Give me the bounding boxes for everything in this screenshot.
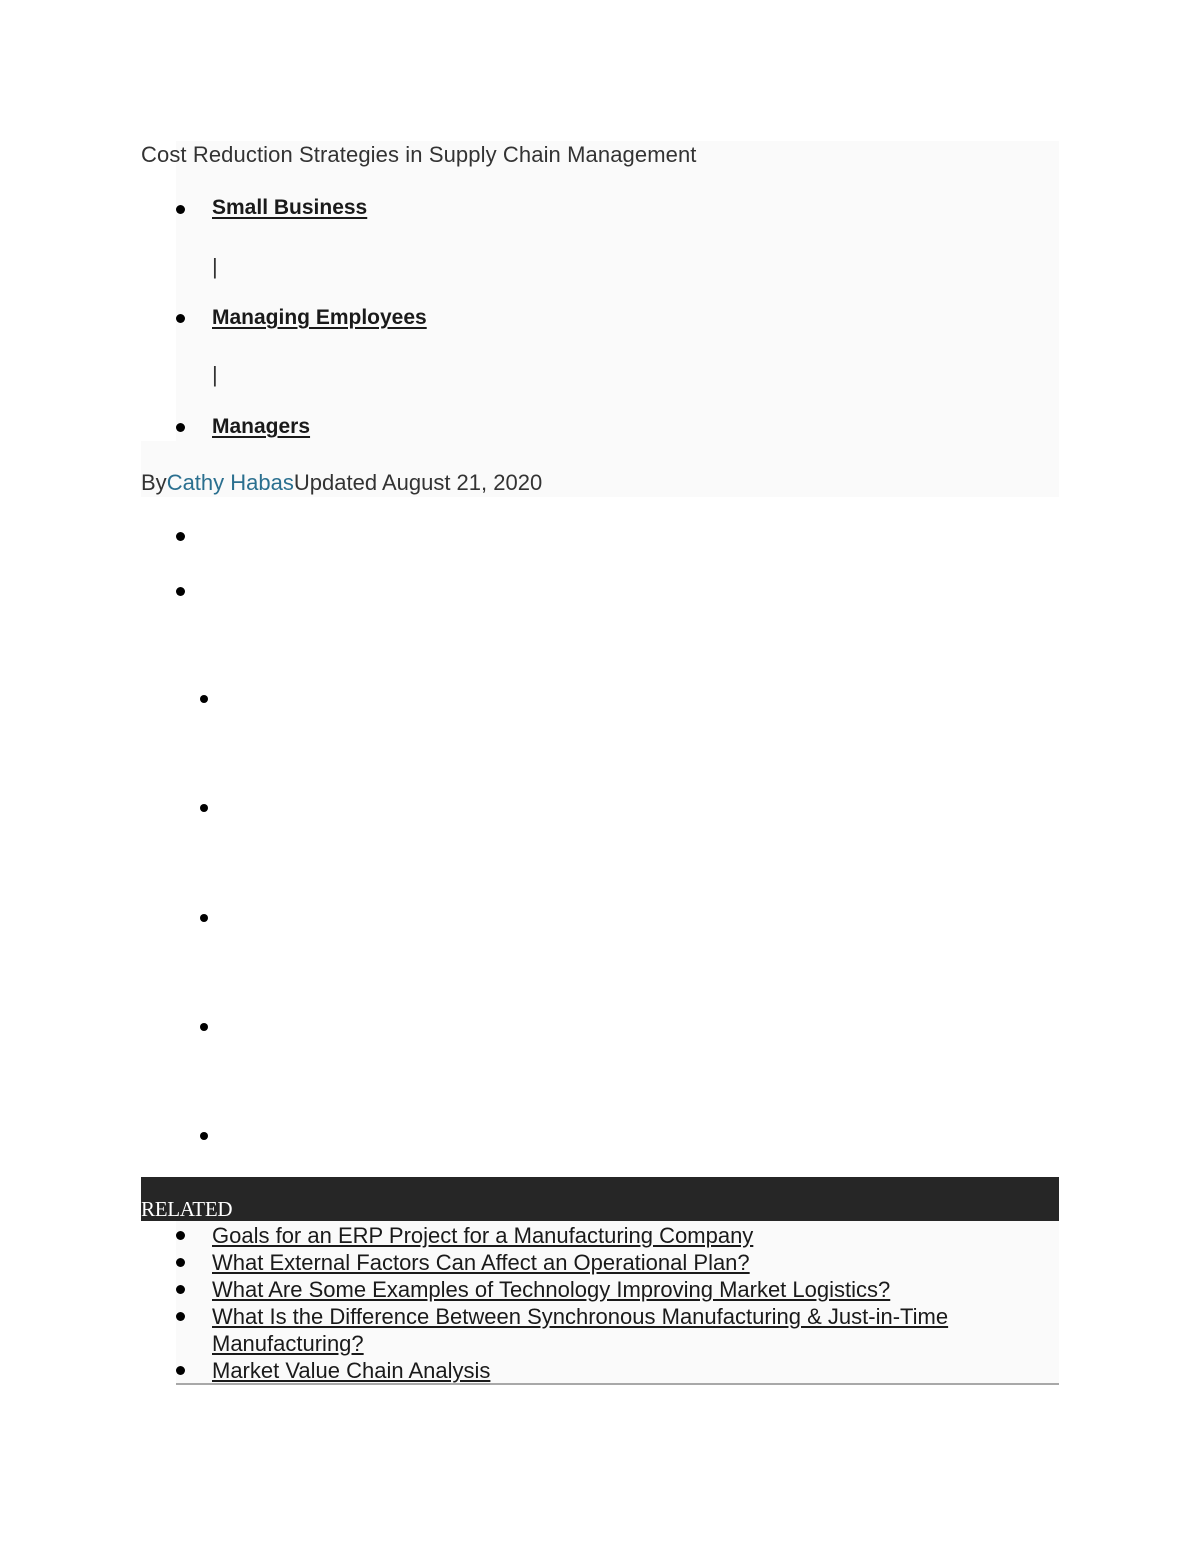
bullet-icon (200, 914, 208, 922)
bullet-icon (176, 1258, 185, 1267)
bullet-icon (176, 587, 185, 596)
author-link[interactable]: Cathy Habas (166, 470, 294, 495)
updated-date: Updated August 21, 2020 (293, 470, 543, 495)
related-header-bar (141, 1177, 1059, 1221)
bullet-icon (200, 695, 208, 703)
category-separator: | (212, 254, 218, 279)
category-item-managing-employees[interactable] (212, 306, 427, 330)
bullet-icon (176, 423, 185, 432)
bullet-icon (176, 1366, 185, 1375)
bullet-icon (176, 1231, 185, 1240)
bullet-icon (176, 1312, 185, 1321)
related-link[interactable]: Market Value Chain Analysis (212, 1358, 491, 1383)
byline-prefix: By (141, 470, 167, 495)
category-link[interactable]: Small Business (212, 196, 368, 219)
bullet-icon (176, 1285, 185, 1294)
category-item-managers[interactable] (212, 415, 310, 439)
related-link[interactable]: Goals for an ERP Project for a Manufacturing Company (212, 1223, 754, 1248)
bullet-icon (176, 314, 185, 323)
category-link[interactable]: Managing Employees (212, 306, 427, 329)
related-link[interactable]: What Are Some Examples of Technology Improving Market Logistics? (212, 1277, 891, 1302)
category-link[interactable]: Managers (212, 415, 311, 438)
header-background (176, 141, 1059, 441)
byline (141, 470, 542, 496)
bullet-icon (200, 804, 208, 812)
related-link[interactable]: What Is the Difference Between Synchronous Manufacturing & Just-in-Time Manufacturing? (212, 1304, 949, 1356)
bullet-icon (176, 532, 185, 541)
category-item-small-business[interactable] (212, 196, 367, 220)
category-separator: | (212, 362, 218, 387)
article-page (141, 0, 1059, 1553)
article-title: Cost Reduction Strategies in Supply Chain Management (141, 142, 697, 167)
related-heading: RELATED (141, 1197, 233, 1221)
bullet-icon (200, 1132, 208, 1140)
bullet-icon (200, 1023, 208, 1031)
related-link[interactable]: What External Factors Can Affect an Operational Plan? (212, 1250, 750, 1275)
bullet-icon (176, 205, 185, 214)
